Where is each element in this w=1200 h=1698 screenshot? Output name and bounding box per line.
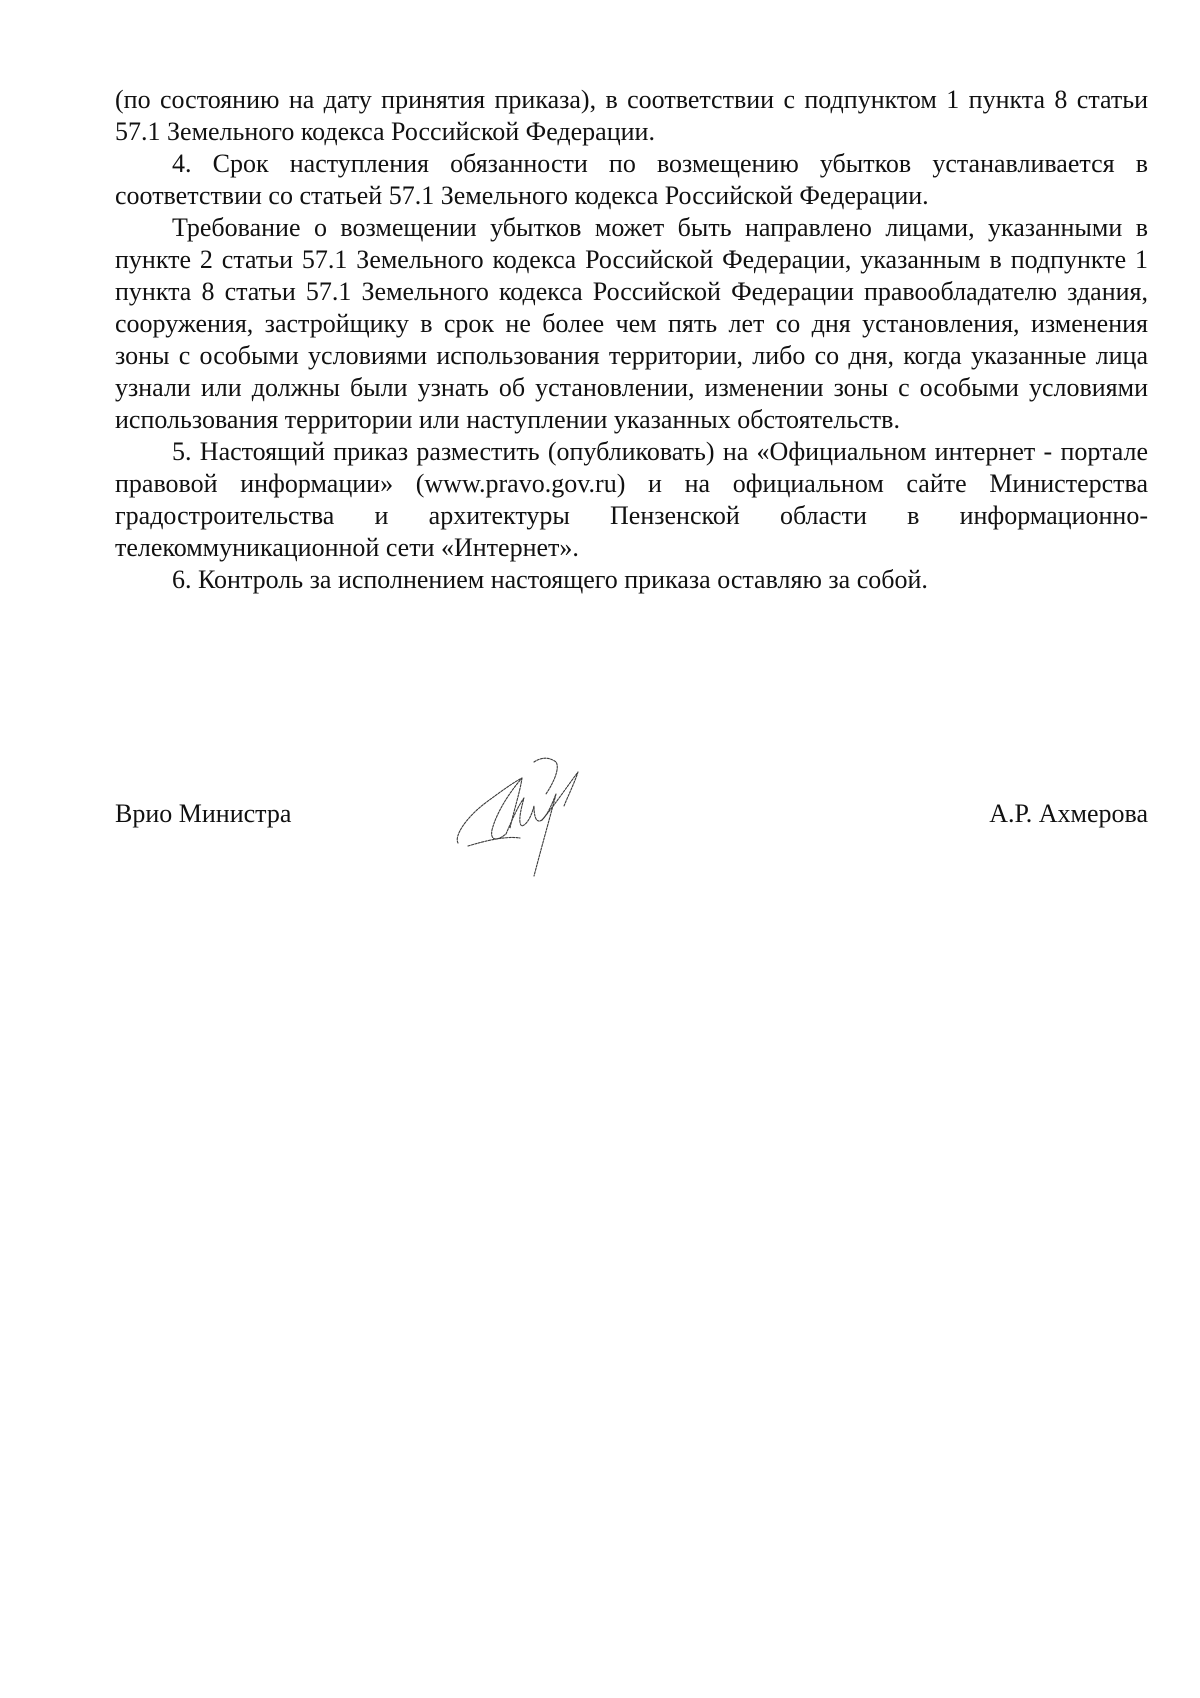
paragraph-continuation: (по состоянию на дату принятия приказа), в соответствии с подпунктом 1 пункта 8 статьи 57.1 Земельного кодекса Российской Федерации. bbox=[115, 85, 1148, 146]
paragraph-claim-requirement: Требование о возмещении убытков может быть направлено лицами, указанными в пункте 2 статьи 57.1 Земельного кодекса Российской Федерации, указанным в подпункте 1 пункта 8 статьи 57.1 Земельного кодекса Российской Федерации правообладателю здания, сооружения, застройщику в срок не более чем пять лет со дня установления, изменения зоны с особыми условиями использования территории, либо со дня, когда указанные лица узнали или должны были узнать об установлении, изменении зоны с особыми условиями использования территории или наступлении указанных обстоятельств. bbox=[115, 213, 1148, 434]
paragraph-item-5: 5. Настоящий приказ разместить (опубликовать) на «Официальном интернет - портале правовой информации» (www.pravo.gov.ru) и на официальном сайте Министерства градостроительства и архитектуры Пензенской области в информационно-телекоммуникационной сети «Интернет». bbox=[115, 437, 1148, 562]
paragraph-item-6: 6. Контроль за исполнением настоящего приказа оставляю за собой. bbox=[172, 565, 928, 594]
signatory-position: Врио Министра bbox=[115, 799, 292, 828]
signatory-name: А.Р. Ахмерова bbox=[989, 799, 1148, 828]
paragraph-item-4: 4. Срок наступления обязанности по возмещению убытков устанавливается в соответствии со статьей 57.1 Земельного кодекса Российской Федерации. bbox=[115, 149, 1148, 210]
document-body bbox=[115, 84, 1148, 596]
handwritten-signature bbox=[448, 748, 626, 878]
